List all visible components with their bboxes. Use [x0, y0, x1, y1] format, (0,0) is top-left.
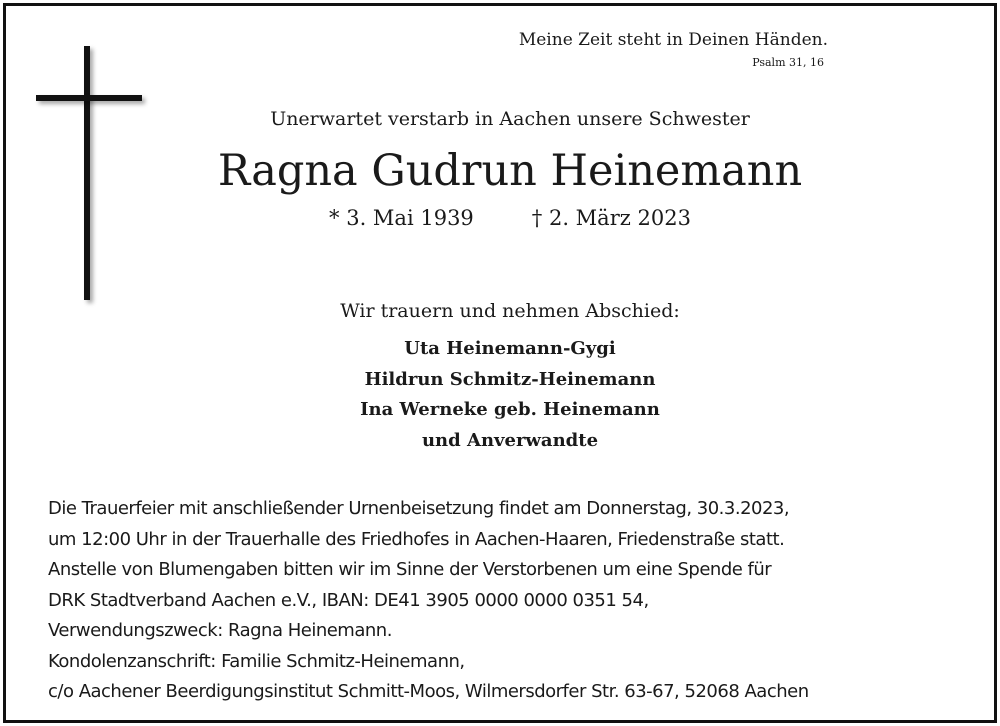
- details-line: Die Trauerfeier mit anschließender Urnenbeisetzung findet am Donnerstag, 30.3.2023,: [48, 498, 790, 519]
- mourner-name: und Anverwandte: [421, 429, 599, 451]
- cross-icon-vertical: [84, 46, 90, 300]
- deceased-name: Ragna Gudrun Heinemann: [217, 146, 803, 196]
- mourner-name: Uta Heinemann-Gygi: [404, 338, 616, 359]
- cross-icon-horizontal: [36, 95, 142, 101]
- mourning-line: Wir trauern und nehmen Abschied:: [340, 300, 680, 322]
- motto-reference: Psalm 31, 16: [752, 56, 824, 69]
- mourner-name: Ina Werneke geb. Heinemann: [360, 399, 660, 420]
- mourner-name: Hildrun Schmitz-Heinemann: [364, 368, 656, 390]
- details-line: um 12:00 Uhr in der Trauerhalle des Friedhofes in Aachen-Haaren, Friedenstraße statt.: [48, 528, 785, 550]
- intro-line: Unerwartet verstarb in Aachen unsere Schwester: [270, 108, 750, 130]
- life-dates: [200, 206, 820, 230]
- details-line: DRK Stadtverband Aachen e.V., IBAN: DE41 3905 0000 0000 0351 54,: [48, 589, 649, 611]
- details-line: Anstelle von Blumengaben bitten wir im Sinne der Verstorbenen um eine Spende für: [48, 559, 772, 580]
- details-line: Kondolenzanschrift: Familie Schmitz-Heinemann,: [48, 650, 465, 672]
- death-date: † 2. März 2023: [531, 206, 691, 230]
- motto-text: Meine Zeit steht in Deinen Händen.: [518, 30, 828, 50]
- mourners-list: [200, 334, 820, 456]
- details-line: Verwendungszweck: Ragna Heinemann.: [48, 620, 392, 641]
- details-line: c/o Aachener Beerdigungsinstitut Schmitt-Moos, Wilmersdorfer Str. 63-67, 52068 Aachen: [48, 681, 809, 702]
- funeral-details: [48, 494, 809, 708]
- birth-date: * 3. Mai 1939: [329, 206, 474, 230]
